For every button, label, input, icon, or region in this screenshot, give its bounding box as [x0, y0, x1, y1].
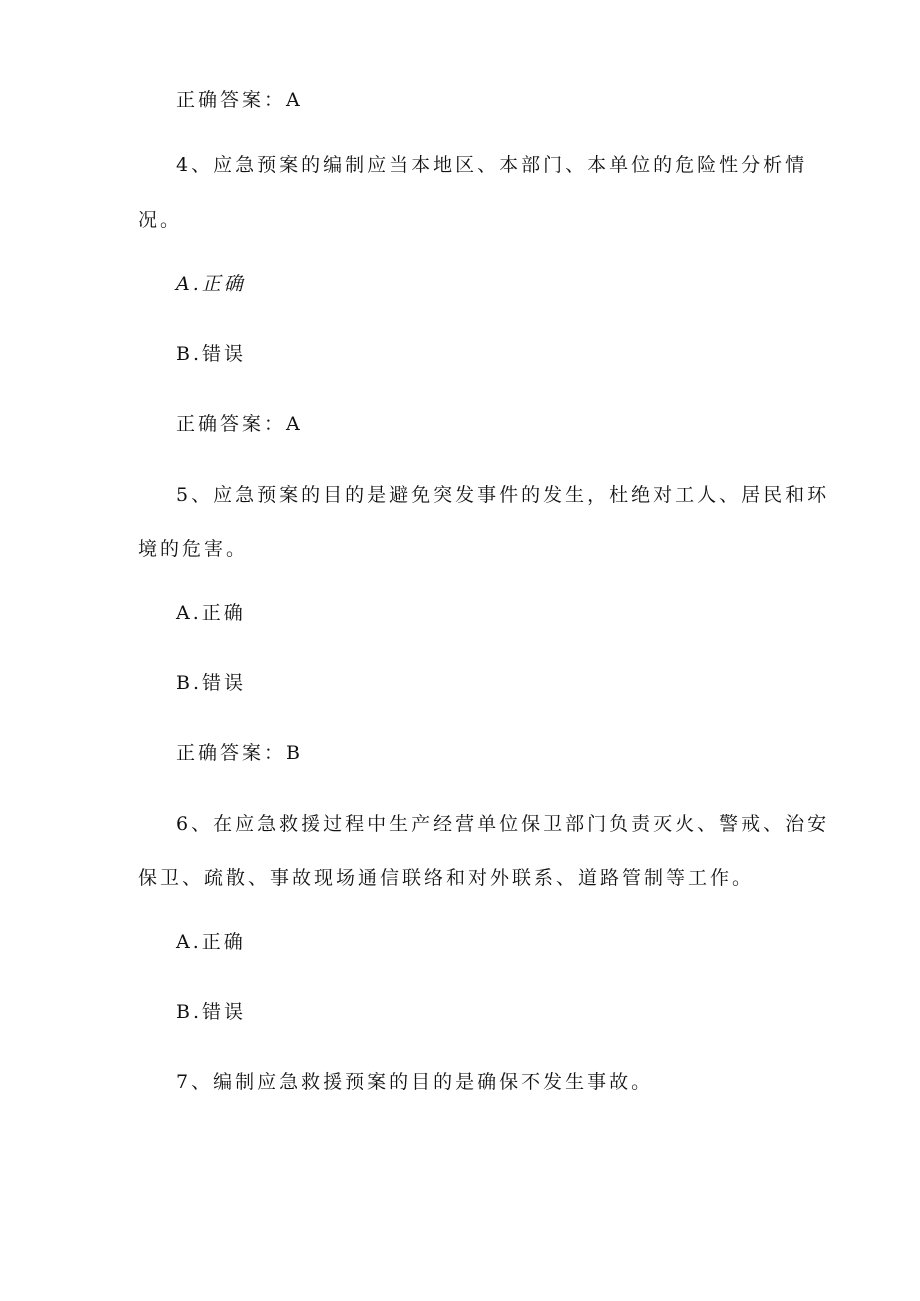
- question-5-option-b: B.错误: [176, 672, 247, 694]
- question-7-text-line1: 7、编制应急救援预案的目的是确保不发生事故。: [176, 1071, 654, 1093]
- question-5-text-line1: 5、应急预案的目的是避免突发事件的发生，杜绝对工人、居民和环: [176, 484, 830, 506]
- question-6-text-line1: 6、在应急救援过程中生产经营单位保卫部门负责灭火、警戒、治安: [176, 813, 830, 835]
- question-4-text-line2: 况。: [138, 209, 183, 231]
- question-6-option-b: B.错误: [176, 1001, 247, 1023]
- question-4-option-b: B.错误: [176, 343, 247, 365]
- question-4-answer: 正确答案：A: [176, 413, 303, 435]
- question-6-option-a: A.正确: [176, 931, 246, 953]
- question-4-option-a: A.正确: [176, 273, 246, 295]
- question-5-option-a: A.正确: [176, 602, 246, 624]
- question-6-text-line2: 保卫、疏散、事故现场通信联络和对外联系、道路管制等工作。: [138, 867, 755, 889]
- question-5-answer: 正确答案：B: [176, 742, 303, 764]
- question-4-text-line1: 4、应急预案的编制应当本地区、本部门、本单位的危险性分析情: [176, 154, 808, 176]
- answer-previous: 正确答案：A: [176, 89, 303, 111]
- question-5-text-line2: 境的危害。: [138, 538, 249, 560]
